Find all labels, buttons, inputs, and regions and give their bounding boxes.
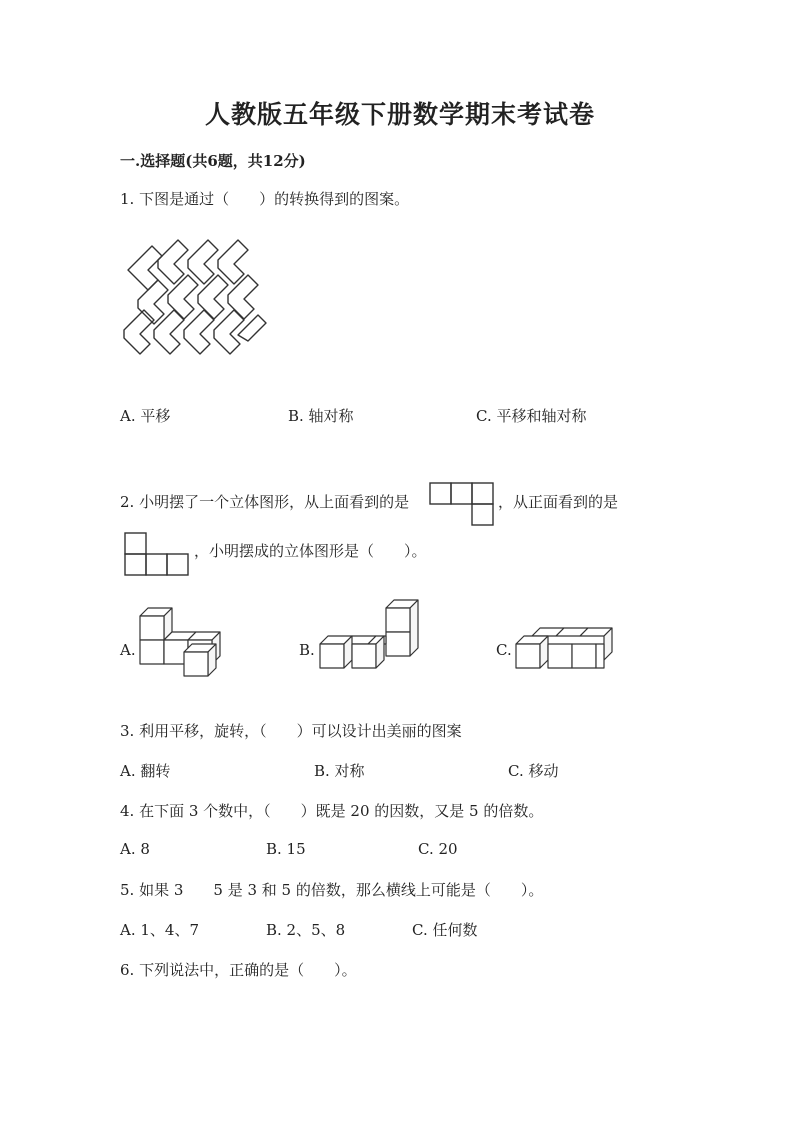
question-4-option-a[interactable]: A. 8 bbox=[120, 840, 150, 858]
pattern-tile bbox=[128, 246, 162, 290]
question-3-option-b[interactable]: B. 对称 bbox=[314, 762, 365, 780]
question-4-stem: 4. 在下面 3 个数中，（ ）既是 20 的因数，又是 5 的倍数。 bbox=[120, 802, 544, 820]
question-1-option-a[interactable]: A. 平移 bbox=[120, 407, 171, 425]
front-view-figure bbox=[124, 532, 190, 576]
top-view-figure bbox=[429, 482, 497, 526]
pattern-tile bbox=[124, 310, 154, 354]
pattern-tile bbox=[138, 280, 168, 324]
option-b-cube-figure bbox=[318, 600, 424, 676]
question-1-stem: 1. 下图是通过（ ）的转换得到的图案。 bbox=[120, 190, 410, 208]
question-5-stem: 5. 如果 3 5 是 3 和 5 的倍数，那么横线上可能是（ ）。 bbox=[120, 881, 544, 899]
option-a-cube-figure bbox=[138, 606, 230, 678]
pattern-tile bbox=[154, 310, 184, 354]
page-title: 人教版五年级下册数学期末考试卷 bbox=[204, 100, 595, 129]
tessellation-pattern-figure bbox=[118, 240, 268, 365]
section-heading: 一.选择题(共6题，共12分) bbox=[120, 152, 306, 170]
pattern-tile bbox=[188, 240, 218, 284]
question-4-option-c[interactable]: C. 20 bbox=[418, 840, 458, 858]
question-2-stem-part1: 2. 小明摆了一个立体图形，从上面看到的是 bbox=[120, 493, 410, 511]
pattern-tile bbox=[184, 310, 214, 354]
question-2-option-c[interactable]: C. bbox=[496, 641, 512, 659]
question-2-option-b[interactable]: B. bbox=[299, 641, 315, 659]
question-2-stem-part2: ，从正面看到的是 bbox=[498, 493, 619, 511]
question-2-option-a[interactable]: A. bbox=[120, 641, 136, 659]
question-5-option-a[interactable]: A. 1、4、7 bbox=[120, 921, 199, 939]
question-4-option-b[interactable]: B. 15 bbox=[266, 840, 306, 858]
question-6-stem: 6. 下列说法中，正确的是（ ）。 bbox=[120, 961, 357, 979]
question-3-option-a[interactable]: A. 翻转 bbox=[120, 762, 171, 780]
question-3-option-c[interactable]: C. 移动 bbox=[508, 762, 559, 780]
question-1-option-b[interactable]: B. 轴对称 bbox=[288, 407, 354, 425]
question-5-option-b[interactable]: B. 2、5、8 bbox=[266, 921, 346, 939]
pattern-tile bbox=[158, 240, 188, 284]
pattern-tile bbox=[214, 310, 244, 354]
pattern-tile bbox=[218, 240, 248, 284]
question-5-option-c[interactable]: C. 任何数 bbox=[412, 921, 478, 939]
question-3-stem: 3. 利用平移，旋转，（ ）可以设计出美丽的图案 bbox=[120, 722, 462, 740]
question-2-stem-part3: ，小明摆成的立体图形是（ ）。 bbox=[194, 542, 427, 560]
question-1-option-c[interactable]: C. 平移和轴对称 bbox=[476, 407, 587, 425]
option-c-cube-figure bbox=[514, 624, 620, 676]
